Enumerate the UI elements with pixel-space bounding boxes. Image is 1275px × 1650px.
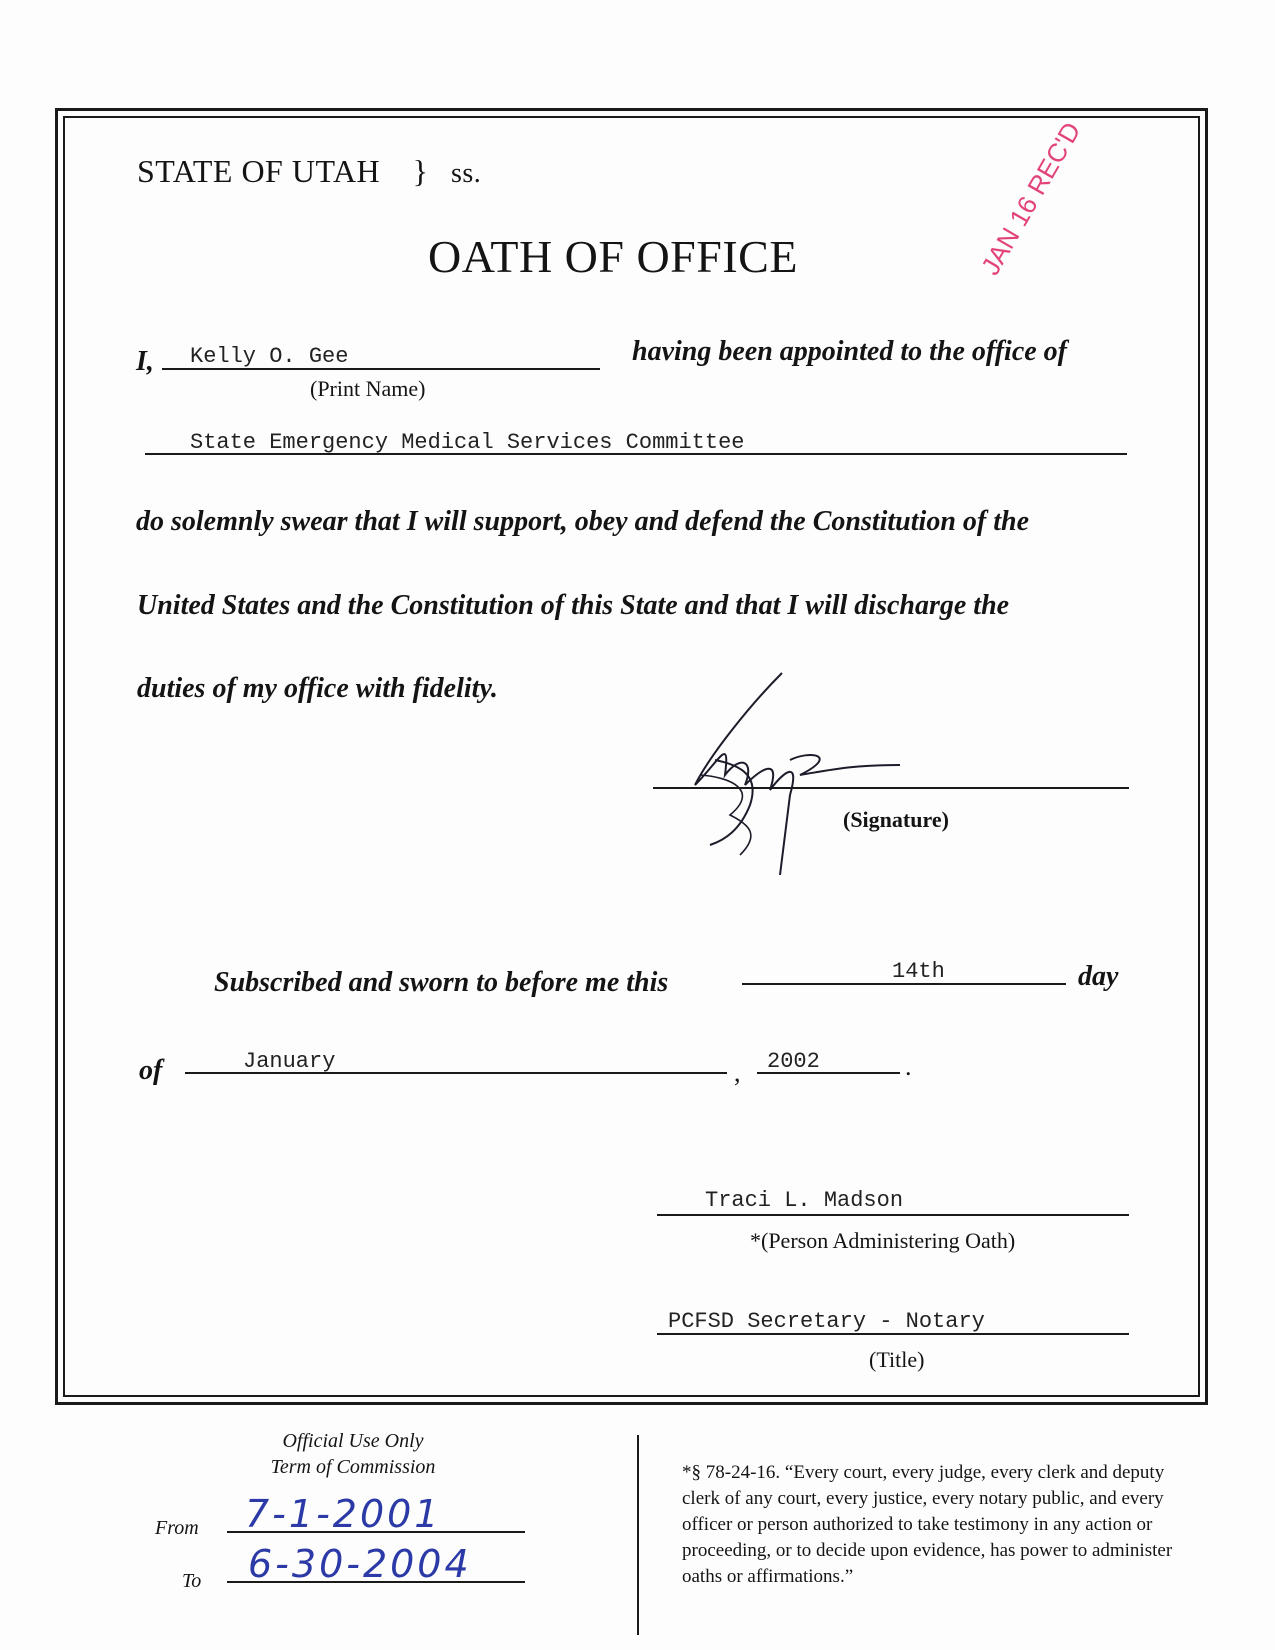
state-heading	[137, 153, 481, 190]
page-title: OATH OF OFFICE	[428, 231, 798, 282]
sworn-text: Subscribed and sworn to before me this	[214, 967, 669, 998]
month-line	[185, 1072, 727, 1074]
day-value: 14th	[892, 959, 945, 984]
date-comma: ,	[734, 1058, 741, 1087]
to-line	[227, 1581, 525, 1583]
handwritten-signature	[670, 665, 910, 875]
date-period: .	[905, 1052, 912, 1081]
appointed-text: having been appointed to the office of	[632, 336, 1067, 367]
office-value: State Emergency Medical Services Committee	[190, 430, 745, 455]
to-value: 6-30-2004	[248, 1542, 472, 1586]
statute-note: *§ 78-24-16. “Every court, every judge, every clerk and deputy clerk of any court, every justice, every notary public, and every officer or person authorized to take testimony in any action or proceeding, or to decide upon evidence, has power to administer oaths or affirmations.”	[682, 1462, 1173, 1587]
administrator-caption: *(Person Administering Oath)	[750, 1228, 1016, 1253]
month-value: January	[243, 1049, 336, 1074]
received-stamp: JAN 16 REC'D	[975, 116, 1087, 281]
title-caption: (Title)	[869, 1347, 925, 1372]
to-label: To	[182, 1570, 202, 1592]
oath-line-2: United States and the Constitution of this State and that I will discharge the	[137, 590, 1010, 621]
year-line	[757, 1072, 900, 1074]
inner-border	[63, 116, 1200, 1397]
administrator-name: Traci L. Madson	[705, 1188, 904, 1213]
from-value: 7-1-2001	[245, 1492, 442, 1536]
pronoun-i: I,	[136, 346, 154, 377]
print-name-line	[162, 368, 600, 370]
year-value: 2002	[767, 1049, 820, 1074]
signature-caption: (Signature)	[843, 807, 949, 832]
signature-line	[653, 787, 1129, 789]
state-name: STATE OF UTAH	[137, 153, 381, 189]
day-line	[742, 983, 1066, 985]
of-label: of	[139, 1055, 163, 1086]
print-name-value: Kelly O. Gee	[190, 344, 349, 369]
term-heading: Term of Commission	[270, 1456, 436, 1478]
title-line	[657, 1333, 1129, 1335]
day-label: day	[1078, 961, 1119, 992]
ss-label: ss.	[451, 158, 482, 189]
section-divider	[637, 1435, 639, 1635]
from-label: From	[155, 1517, 199, 1539]
official-use-heading: Official Use Only	[282, 1430, 424, 1452]
oath-line-3: duties of my office with fidelity.	[137, 673, 498, 704]
office-line	[145, 453, 1127, 455]
brace: }	[412, 153, 429, 189]
administrator-line	[657, 1214, 1129, 1216]
from-line	[227, 1531, 525, 1533]
administrator-title: PCFSD Secretary - Notary	[668, 1309, 985, 1334]
print-name-caption: (Print Name)	[310, 376, 426, 401]
oath-line-1: do solemnly swear that I will support, obey and defend the Constitution of the	[136, 506, 1029, 537]
